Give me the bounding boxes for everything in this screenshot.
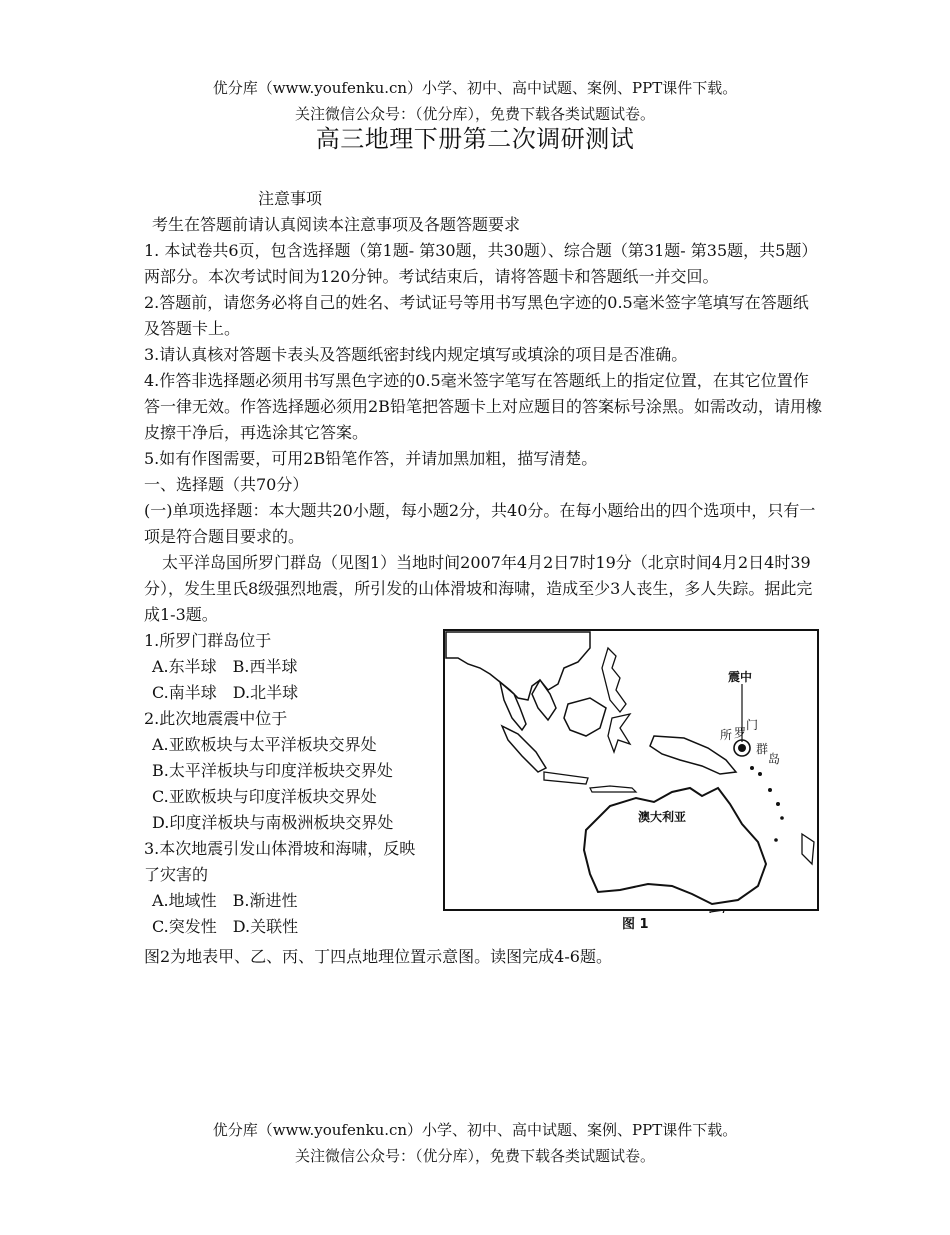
question-1: [144, 628, 424, 706]
question-2-option-c: C.亚欧板块与印度洋板块交界处: [152, 787, 377, 806]
next-question-intro: 图2为地表甲、乙、丙、丁四点地理位置示意图。读图完成4-6题。: [144, 947, 612, 966]
question-1-option-ab: A.东半球 B.西半球: [152, 657, 298, 676]
question-2-option-d: D.印度洋板块与南极洲板块交界处: [152, 813, 394, 832]
label-epicenter: 震中: [728, 670, 753, 684]
label-solomon-4: 群: [756, 742, 769, 756]
section-sub: (一)单项选择题：本大题共20小题，每小题2分，共40分。在每小题给出的四个选项中，只有一项是符合题目要求的。: [144, 501, 816, 546]
question-2-option-a: A.亚欧板块与太平洋板块交界处: [152, 735, 377, 754]
header-line-1: 优分库（www.youfenku.cn）小学、初中、高中试题、案例、PPT课件下载。: [212, 79, 738, 97]
notice-heading: 注意事项: [258, 189, 323, 208]
notice-item-4: 4.作答非选择题必须用书写黑色字迹的0.5毫米签字笔写在答题纸上的指定位置，在其它位置作答一律无效。作答选择题必须用2B铅笔把答题卡上对应题目的答案标号涂黑。如需改动，请用橡皮擦干净后，再选涂其它答案。: [144, 371, 822, 442]
question-3-option-ab: A.地域性 B.渐进性: [152, 891, 298, 910]
figure-1-caption: 图 1: [622, 917, 649, 932]
label-solomon-2: 罗: [734, 726, 747, 740]
notice-intro: 考生在答题前请认真阅读本注意事项及各题答题要求: [152, 215, 521, 234]
question-2-stem: 2.此次地震震中位于: [144, 709, 288, 728]
footer-line-1: 优分库（www.youfenku.cn）小学、初中、高中试题、案例、PPT课件下载。: [212, 1121, 738, 1139]
label-solomon-1: 所: [720, 728, 733, 742]
question-2: [144, 706, 424, 836]
figure-1-map: [440, 628, 822, 936]
passage: 太平洋岛国所罗门群岛（见图1）当地时间2007年4月2日7时19分（北京时间4月2日4时39分），发生里氏8级强烈地震，所引发的山体滑坡和海啸，造成至少3人丧生，多人失踪。据此完成1-3题。: [144, 553, 813, 624]
question-2-option-b: B.太平洋板块与印度洋板块交界处: [152, 761, 393, 780]
label-solomon-5: 岛: [768, 752, 781, 766]
map-svg: [440, 628, 822, 913]
page-title: 高三地理下册第二次调研测试: [315, 125, 635, 153]
question-3: [144, 836, 424, 940]
question-3-stem: 3.本次地震引发山体滑坡和海啸，反映了灾害的: [144, 839, 416, 884]
question-1-stem: 1.所罗门群岛位于: [144, 631, 272, 650]
question-1-option-cd: C.南半球 D.北半球: [152, 683, 299, 702]
footer-line-2: 关注微信公众号：（优分库），免费下载各类试题试卷。: [294, 1147, 655, 1165]
question-3-option-cd: C.突发性 D.关联性: [152, 917, 299, 936]
section-heading: 一、选择题（共70分）: [144, 475, 309, 494]
notice-item-5: 5.如有作图需要，可用2B铅笔作答，并请加黑加粗，描写清楚。: [144, 449, 598, 468]
notice-item-2: 2.答题前，请您务必将自己的姓名、考试证号等用书写黑色字迹的0.5毫米签字笔填写在答题纸及答题卡上。: [144, 293, 809, 338]
notice-item-1: 1. 本试卷共6页，包含选择题（第1题- 第30题，共30题）、综合题（第31题- 第35题，共5题）两部分。本次考试时间为120分钟。考试结束后，请将答题卡和答题纸一并交回。: [144, 241, 818, 286]
notice-item-3: 3.请认真核对答题卡表头及答题纸密封线内规定填写或填涂的项目是否准确。: [144, 345, 688, 364]
header-line-2: 关注微信公众号：（优分库），免费下载各类试题试卷。: [294, 105, 655, 123]
label-solomon-3: 门: [746, 718, 759, 732]
label-australia: 澳大利亚: [638, 810, 687, 824]
